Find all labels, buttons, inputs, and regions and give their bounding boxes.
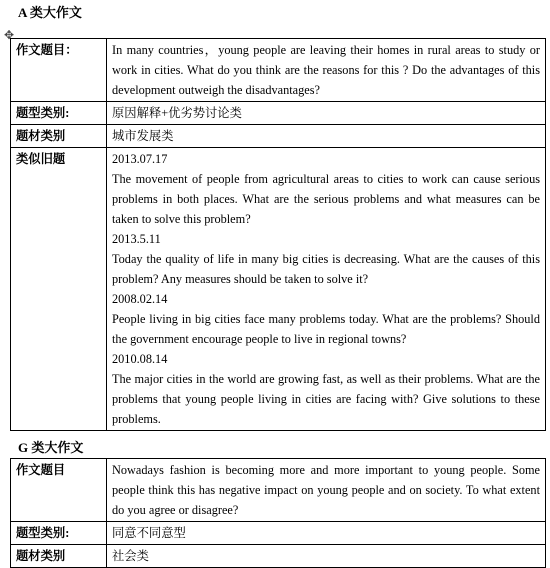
section-a-table <box>10 38 546 431</box>
similar-question: The movement of people from agricultural areas to cities to work can cause serious problems in both places. What are the serious problems and what measures can be taken to solve this problem? <box>112 172 540 226</box>
similar-question: The major cities in the world are growing fast, as well as their problems. What are the problems that young people living in cities are facing with? Give solutions to these problems. <box>112 372 540 426</box>
similar-date: 2008.02.14 <box>112 292 168 306</box>
similar-question: Today the quality of life in many big cities is decreasing. What are the causes of this problem? Any measures should be taken to solve it? <box>112 252 540 286</box>
topic-row <box>11 459 546 522</box>
topic-row <box>11 39 546 102</box>
section-g-title: G 类大作文 <box>18 440 84 455</box>
type-value: 同意不同意型 <box>107 522 546 545</box>
topic-label: 作文题目 <box>11 459 107 522</box>
similar-question: People living in big cities face many problems today. What are the problems? Should the government encourage people to live in regional towns? <box>112 312 540 346</box>
material-row <box>11 545 546 568</box>
material-label: 题材类别 <box>11 545 107 568</box>
similar-date: 2013.07.17 <box>112 152 168 166</box>
topic-text: In many countries，young people are leaving their homes in rural areas to study or work in cities. What do you think are the reasons for this ? Do the advantages of this development outweigh the disadvantages? <box>107 39 546 102</box>
similar-label: 类似旧题 <box>11 148 107 431</box>
section-a-title: A 类大作文 <box>18 5 82 20</box>
material-row <box>11 125 546 148</box>
type-value: 原因解释+优劣势讨论类 <box>107 102 546 125</box>
similar-row <box>11 148 546 431</box>
topic-label: 作文题目： <box>11 39 107 102</box>
type-row <box>11 102 546 125</box>
section-g-table <box>10 458 546 568</box>
material-value: 社会类 <box>107 545 546 568</box>
similar-list <box>107 148 546 431</box>
table-move-handle-icon[interactable]: ✥ <box>3 28 15 42</box>
type-label: 题型类别: <box>11 102 107 125</box>
type-row <box>11 522 546 545</box>
similar-date: 2010.08.14 <box>112 352 168 366</box>
type-label: 题型类别: <box>11 522 107 545</box>
material-label: 题材类别 <box>11 125 107 148</box>
topic-text: Nowadays fashion is becoming more and more important to young people. Some people think this has negative impact on young people and on society. To what extent do you agree or disagree? <box>107 459 546 522</box>
material-value: 城市发展类 <box>107 125 546 148</box>
similar-date: 2013.5.11 <box>112 232 161 246</box>
